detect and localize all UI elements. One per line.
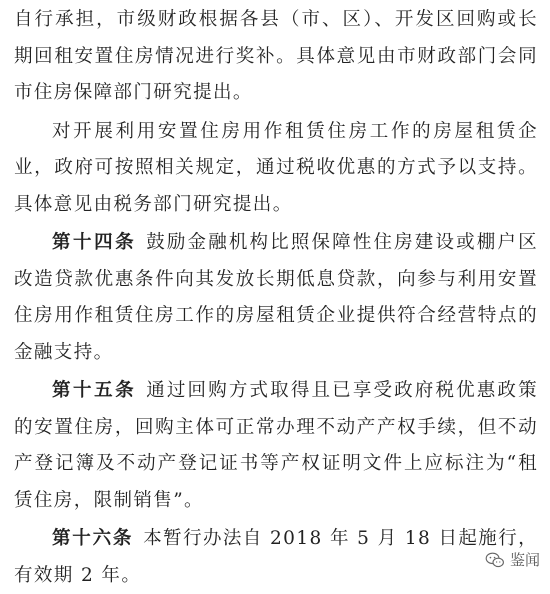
article-text: 鼓励金融机构比照保障性住房建设或棚户区改造贷款优惠条件向其发放长期低息贷款，向参与利用安置住房用作租赁住房工作的房屋租赁企业提供符合经营特点的金融支持。 [14,232,538,363]
watermark-label: 鉴闻 [509,551,540,569]
wechat-bubble-icon [485,552,505,568]
article-heading: 第十四条 [52,232,137,253]
paragraph-text: 自行承担，市级财政根据各县（市、区）、开发区回购或长期回租安置住房情况进行奖补。具体意见由市财政部门会同市住房保障部门研究提出。 [14,9,538,103]
paragraph-continuation [14,2,538,112]
article-heading: 第十六条 [52,528,134,549]
article-text: 通过回购方式取得且已享受政府税优惠政策的安置住房，回购主体可正常办理不动产产权手续，但不动产登记簿及不动产登记证书等产权证明文件上应标注为“租赁住房，限制销售”。 [14,380,538,511]
paragraph-text: 对开展利用安置住房用作租赁住房工作的房屋租赁企业，政府可按照相关规定，通过税收优惠的方式予以支持。具体意见由税务部门研究提出。 [14,120,538,215]
document-body [14,2,538,594]
article-15 [14,373,538,519]
paragraph-tax-support [14,114,538,224]
article-16 [14,521,538,594]
article-14 [14,225,538,371]
article-heading: 第十五条 [52,380,137,401]
article-text: 本暂行办法自 2018 年 5 月 18 日起施行，有效期 2 年。 [14,528,539,586]
source-watermark [485,549,540,570]
